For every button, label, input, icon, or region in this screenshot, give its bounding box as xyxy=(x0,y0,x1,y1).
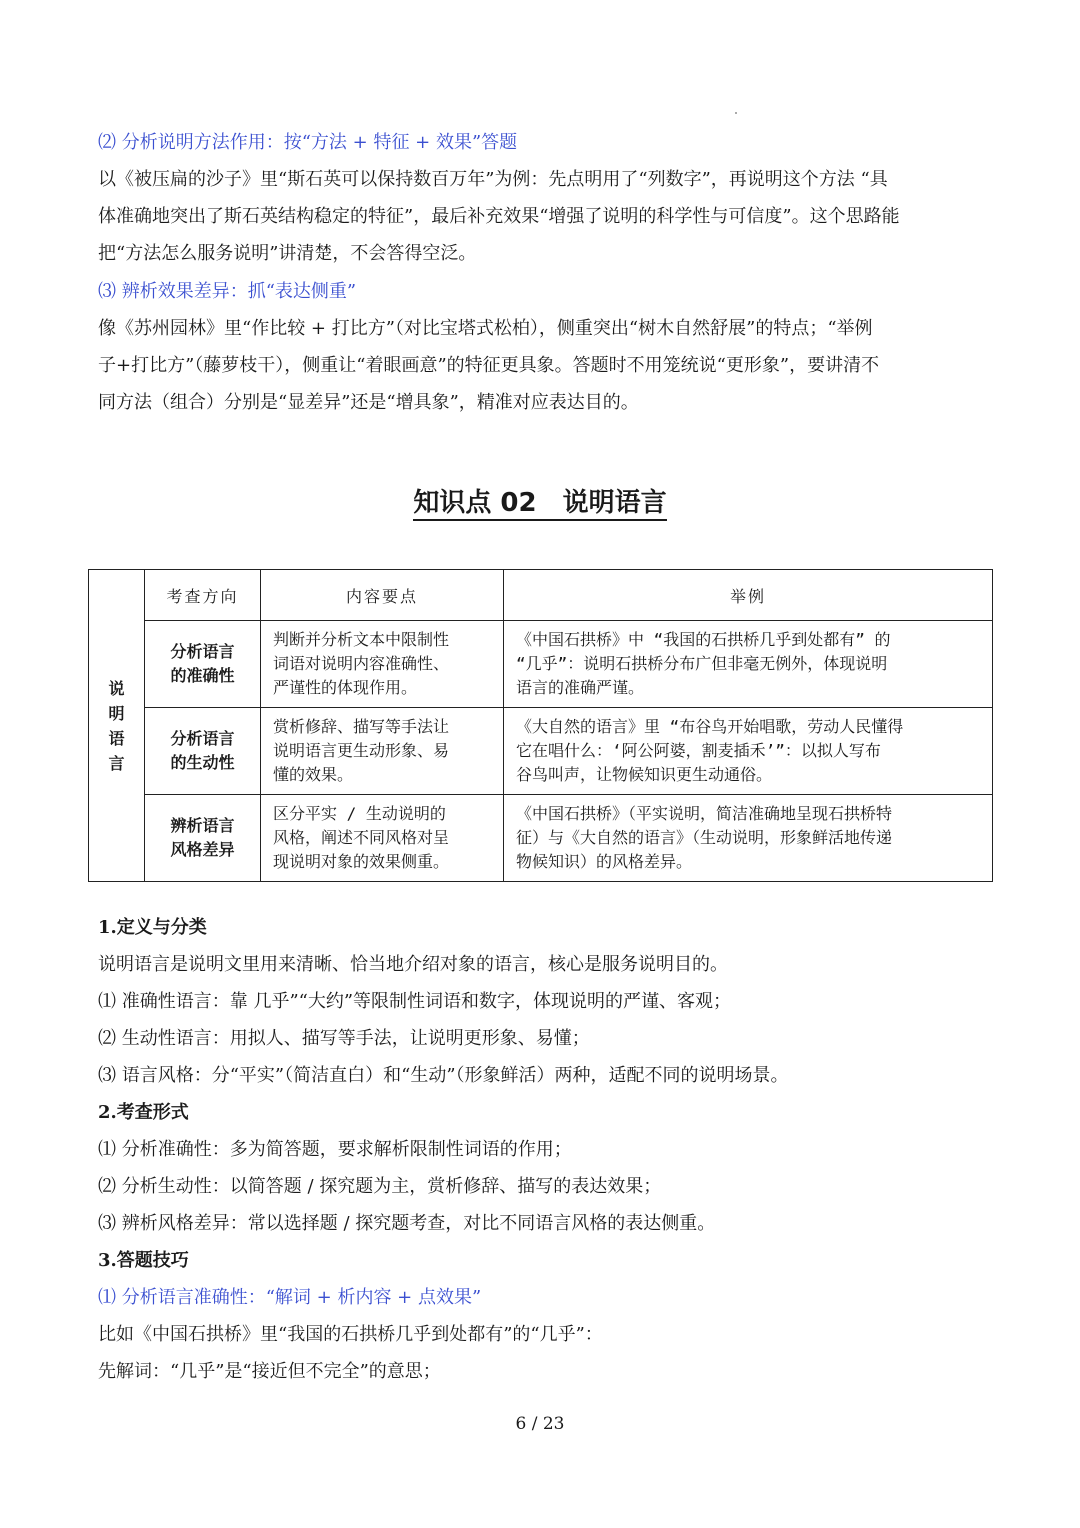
knowledge-table xyxy=(88,569,993,882)
table-cell-example: 《中国石拱桥》（平实说明，简洁准确地呈现石拱桥特 征）与《大自然的语言》（生动说明，形象鲜活地传递 物候知识）的风格差异。 xyxy=(504,795,993,882)
table-cell-content: 赏析修辞、描写等手法让 说明语言更生动形象、易 懂的效果。 xyxy=(261,708,504,795)
section-title-text: 知识点 02 说明语言 xyxy=(413,488,666,521)
paragraph-line: ⑴ 准确性语言：靠 几乎”“大约”等限制性词语和数字，体现说明的严谨、客观； xyxy=(98,991,732,1012)
paragraph-line: ⑴ 分析准确性：多为简答题，要求解析限制性词语的作用； xyxy=(98,1139,572,1160)
page-number: 6 / 23 xyxy=(515,1414,565,1434)
table-header: 考查方向 xyxy=(145,570,261,621)
table-cell-example: 《大自然的语言》里 “布谷鸟开始唱歌，劳动人民懂得 它在唱什么：‘阿公阿婆，割麦插禾’”：以拟人写布 谷鸟叫声，让物候知识更生动通俗。 xyxy=(504,708,993,795)
table-cell-content: 判断并分析文本中限制性 词语对说明内容准确性、 严谨性的体现作用。 xyxy=(261,621,504,708)
paragraph-line: ⑵ 分析生动性：以简答题 / 探究题为主，赏析修辞、描写的表达效果； xyxy=(98,1176,662,1197)
table-row xyxy=(89,795,993,882)
table-cell-direction: 分析语言 的准确性 xyxy=(145,621,261,708)
paragraph-line: ⑵ 生动性语言：用拟人、描写等手法，让说明更形象、易懂； xyxy=(98,1028,590,1049)
table-header-row xyxy=(89,570,993,621)
paragraph-line: 同方法（组合）分别是“显差异”还是“增具象”，精准对应表达目的。 xyxy=(98,392,639,413)
definition-heading: 1.定义与分类 xyxy=(98,917,207,938)
table-row xyxy=(89,708,993,795)
table-header: 内容要点 xyxy=(261,570,504,621)
paragraph-line: 子+打比方”（藤萝枝干），侧重让“着眼画意”的特征更具象。答题时不用笼统说“更形象”，要讲清不 xyxy=(98,355,880,376)
answer-tips-heading: 3.答题技巧 xyxy=(98,1250,189,1271)
paragraph-line: 以《被压扁的沙子》里“斯石英可以保持数百万年”为例：先点明用了“列数字”，再说明这个方法 “具 xyxy=(98,169,888,190)
paragraph-line: 体准确地突出了斯石英结构稳定的特征”，最后补充效果“增强了说明的科学性与可信度”。这个思路能 xyxy=(98,206,900,227)
table-header: 举例 xyxy=(504,570,993,621)
paragraph-line: 说明语言是说明文里用来清晰、恰当地介绍对象的语言，核心是服务说明目的。 xyxy=(98,954,728,975)
paragraph-line: 把“方法怎么服务说明”讲清楚，不会答得空泛。 xyxy=(98,243,477,264)
paragraph-line: 比如《中国石拱桥》里“我国的石拱桥几乎到处都有”的“几乎”： xyxy=(98,1324,603,1345)
exam-form-heading: 2.考查形式 xyxy=(98,1102,189,1123)
method-effect-heading: ⑵ 分析说明方法作用：按“方法 + 特征 + 效果”答题 xyxy=(98,132,518,153)
accuracy-tip-heading: ⑴ 分析语言准确性：“解词 + 析内容 + 点效果” xyxy=(98,1287,482,1308)
table-cell-example: 《中国石拱桥》中 “我国的石拱桥几乎到处都有” 的 “几乎”：说明石拱桥分布广但非毫无例外，体现说明 语言的准确严谨。 xyxy=(504,621,993,708)
table-cell-content: 区分平实 / 生动说明的 风格，阐述不同风格对呈 现说明对象的效果侧重。 xyxy=(261,795,504,882)
paragraph-line: ⑶ 辨析风格差异：常以选择题 / 探究题考查，对比不同语言风格的表达侧重。 xyxy=(98,1213,716,1234)
paragraph-line: ⑶ 语言风格：分“平实”（简洁直白）和“生动”（形象鲜活）两种，适配不同的说明场景。 xyxy=(98,1065,789,1086)
table-cell-direction: 辨析语言 风格差异 xyxy=(145,795,261,882)
table-cell-direction: 分析语言 的生动性 xyxy=(145,708,261,795)
table-side-label: 说明语言 xyxy=(89,570,145,882)
section-title xyxy=(0,486,1080,520)
effect-difference-heading: ⑶ 辨析效果差异：抓“表达侧重” xyxy=(98,281,357,302)
table-row xyxy=(89,621,993,708)
scan-speck xyxy=(735,112,737,114)
paragraph-line: 像《苏州园林》里“作比较 + 打比方”（对比宝塔式松柏），侧重突出“树木自然舒展”的特点；“举例 xyxy=(98,318,873,339)
paragraph-line: 先解词：“几乎”是“接近但不完全”的意思； xyxy=(98,1361,441,1382)
